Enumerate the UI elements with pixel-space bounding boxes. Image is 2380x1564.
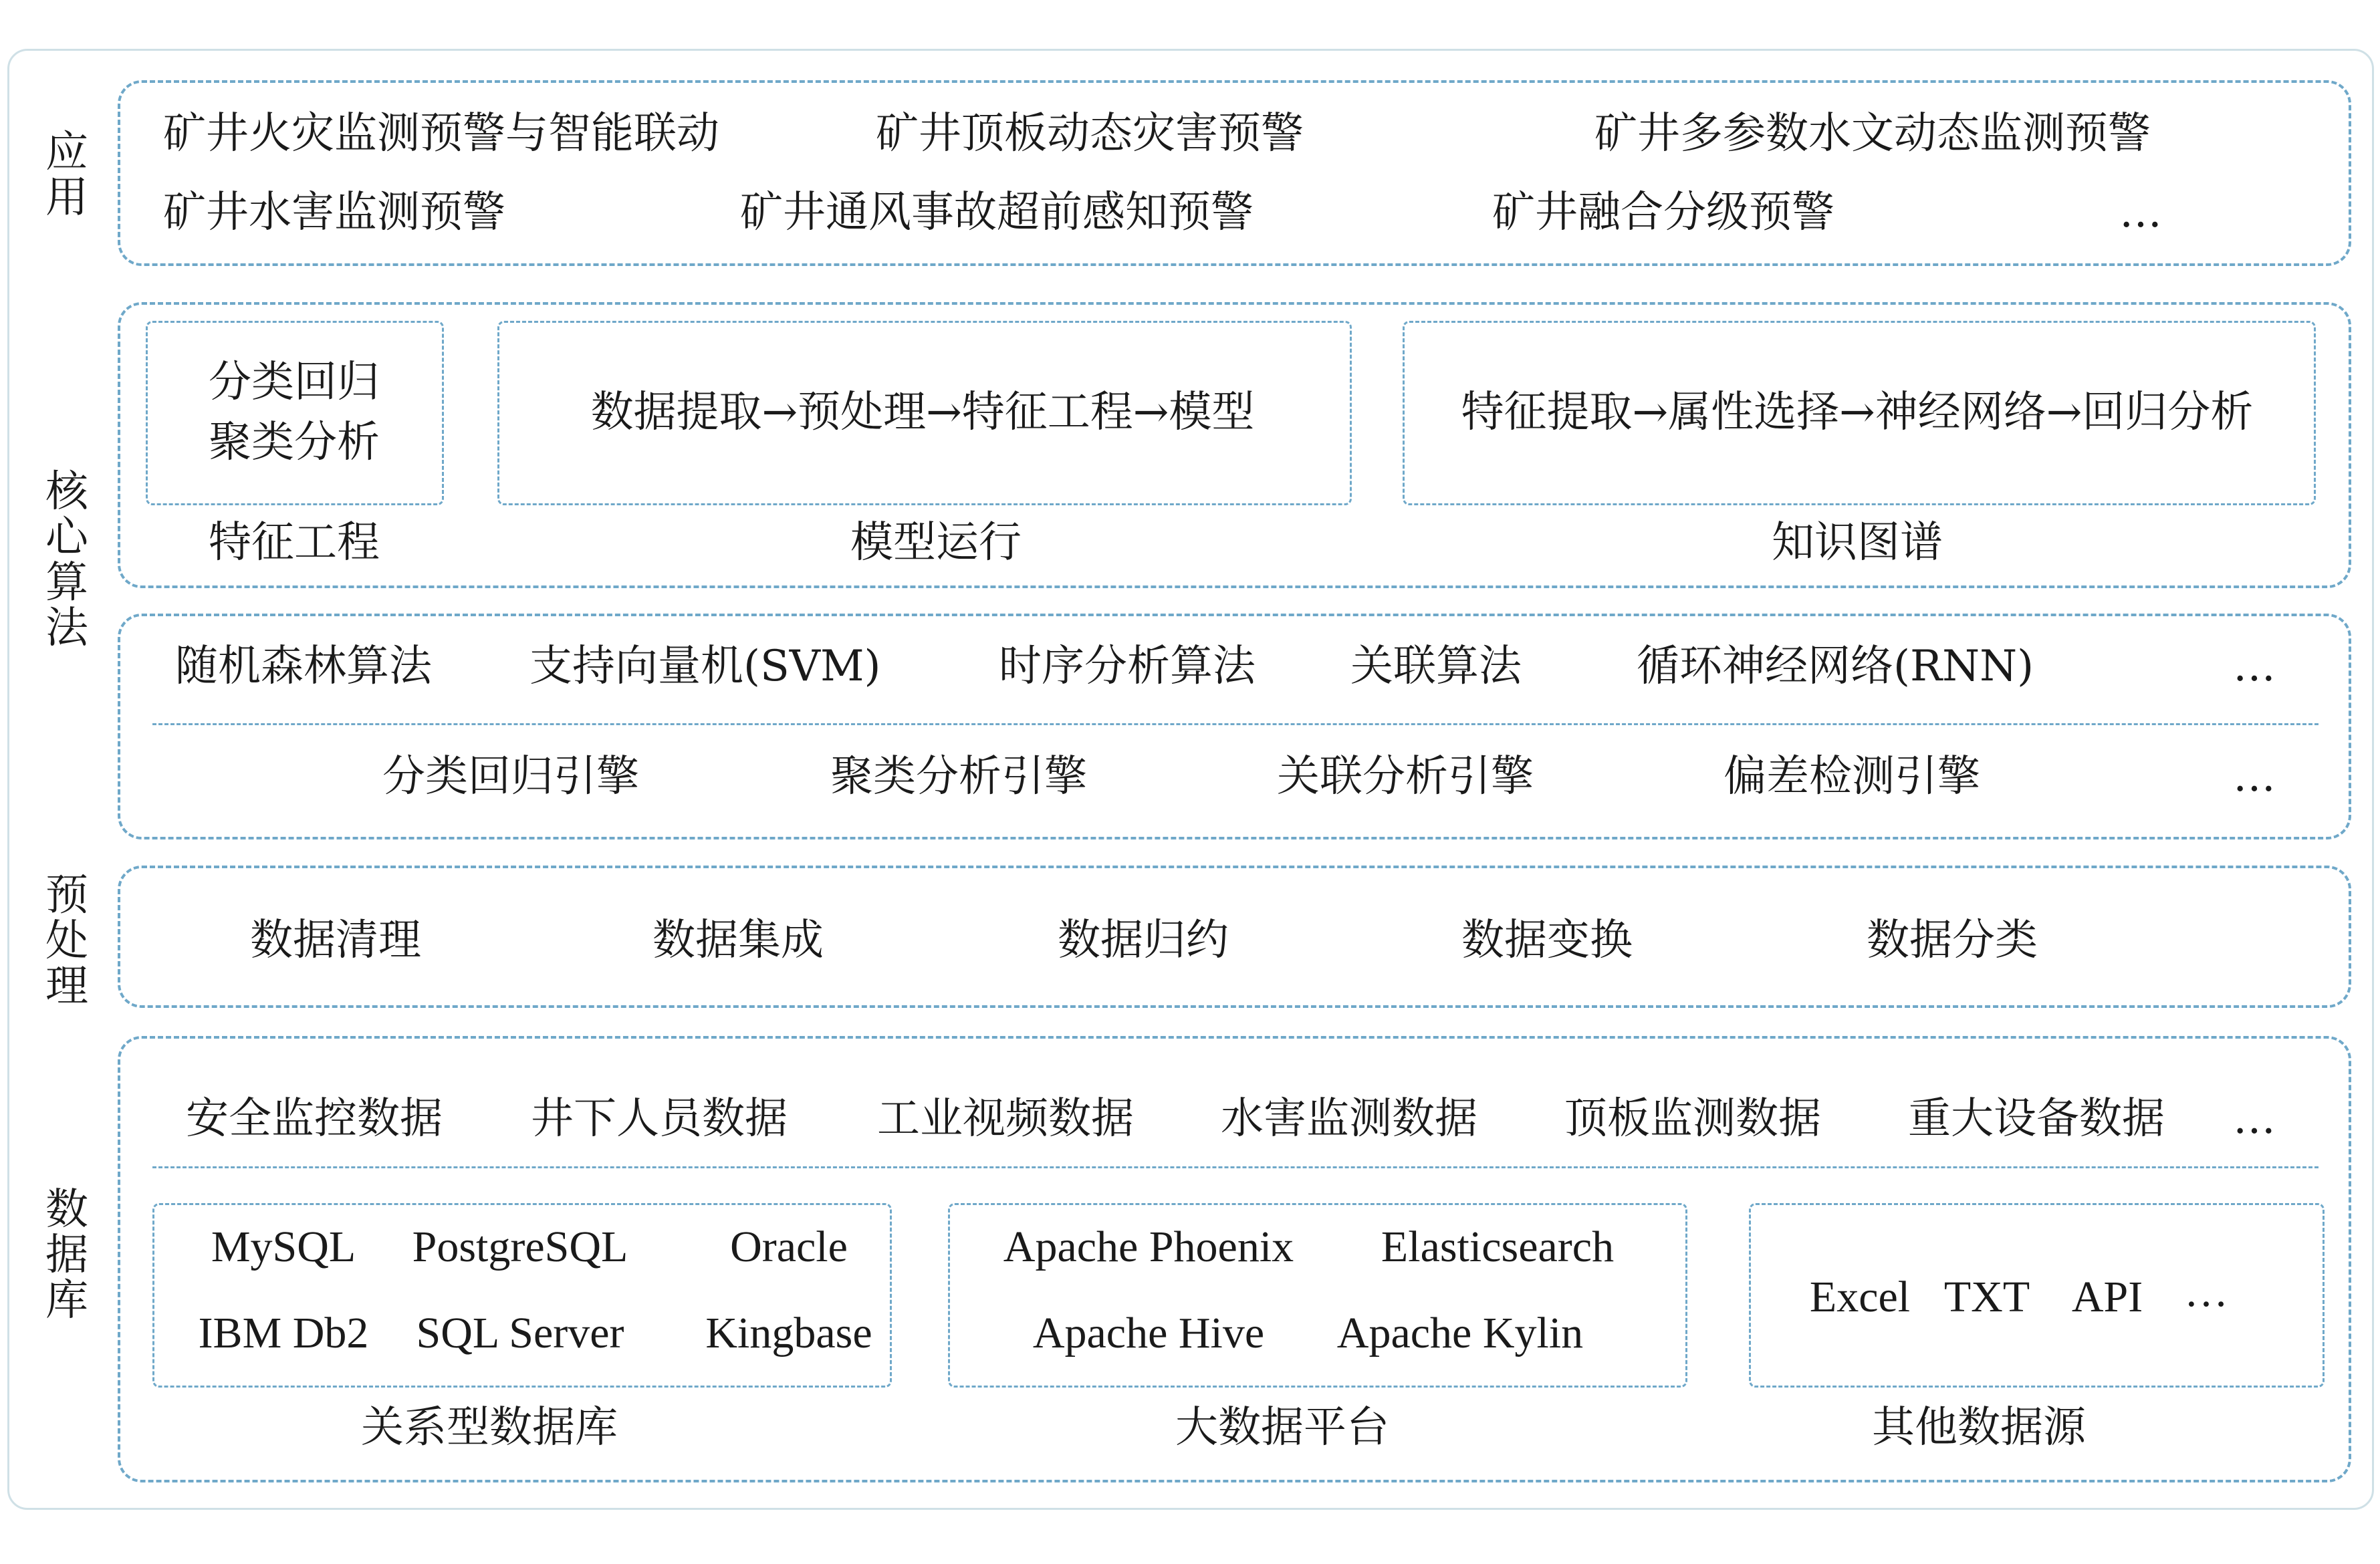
- data-type-more-ellipsis: …: [2233, 1094, 2276, 1144]
- data-type-item: 安全监控数据: [186, 1094, 443, 1144]
- algorithm-item: 支持向量机(SVM): [529, 642, 881, 691]
- data-type-item: 工业视频数据: [877, 1094, 1134, 1144]
- relational-db-item: Oracle: [730, 1222, 848, 1271]
- app-item: 矿井火灾监测预警与智能联动: [163, 109, 719, 158]
- application-section: [118, 80, 2351, 266]
- engine-item: 关联分析引擎: [1277, 752, 1534, 801]
- bigdata-platform-item: Apache Hive: [1032, 1309, 1265, 1357]
- relational-db-item: Kingbase: [705, 1309, 872, 1357]
- layer-label-application: 应用: [45, 128, 88, 223]
- bigdata-platform-item: Elasticsearch: [1381, 1222, 1615, 1271]
- preprocessing-item: 数据集成: [652, 916, 824, 965]
- knowledge-graph-label: 知识图谱: [1772, 518, 1943, 567]
- algorithm-more-ellipsis: …: [2233, 642, 2276, 691]
- preprocessing-item: 数据清理: [250, 916, 421, 965]
- relational-db-label: 关系型数据库: [361, 1403, 618, 1452]
- knowledge-graph-flow: 特征提取→属性选择→神经网络→回归分析: [1461, 388, 2254, 437]
- preprocessing-item: 数据分类: [1867, 916, 2038, 965]
- data-type-item: 井下人员数据: [531, 1094, 788, 1144]
- engine-item: 偏差检测引擎: [1723, 752, 1980, 801]
- preprocessing-item: 数据变换: [1461, 916, 1633, 965]
- relational-db-item: SQL Server: [416, 1309, 624, 1357]
- algorithm-item: 循环神经网络(RNN): [1637, 642, 2034, 691]
- data-type-item: 水害监测数据: [1221, 1094, 1477, 1144]
- data-type-item: 重大设备数据: [1908, 1094, 2165, 1144]
- layer-label-core-algorithm: 核心算法: [45, 467, 88, 653]
- other-source-item: API: [2071, 1273, 2143, 1321]
- engine-item: 聚类分析引擎: [830, 752, 1087, 801]
- model-running-label: 模型运行: [850, 518, 1022, 567]
- relational-db-item: MySQL: [211, 1222, 356, 1271]
- other-sources-label: 其他数据源: [1872, 1403, 2086, 1452]
- app-item: 矿井多参数水文动态监测预警: [1594, 109, 2151, 158]
- app-item: 矿井通风事故超前感知预警: [740, 188, 1254, 237]
- feature-engineering-label: 特征工程: [209, 518, 380, 567]
- algorithm-item: 关联算法: [1350, 642, 1522, 691]
- app-item: 矿井水害监测预警: [163, 188, 505, 237]
- other-source-item: Excel: [1809, 1273, 1911, 1321]
- data-type-item: 顶板监测数据: [1564, 1094, 1821, 1144]
- feature-engineering-line: 聚类分析: [209, 418, 380, 467]
- algorithm-item: 随机森林算法: [175, 642, 432, 691]
- relational-db-item: IBM Db2: [198, 1309, 369, 1357]
- engine-more-ellipsis: …: [2233, 752, 2276, 801]
- layer-label-database: 数据库: [45, 1185, 88, 1325]
- bigdata-platform-label: 大数据平台: [1175, 1403, 1389, 1452]
- app-item: 矿井顶板动态灾害预警: [876, 109, 1304, 158]
- other-source-more-ellipsis: …: [2184, 1267, 2228, 1316]
- bigdata-platform-item: Apache Phoenix: [1003, 1222, 1294, 1271]
- model-running-flow: 数据提取→预处理→特征工程→模型: [590, 388, 1255, 437]
- preprocessing-item: 数据归约: [1058, 916, 1229, 965]
- engine-item: 分类回归引擎: [382, 752, 639, 801]
- algorithm-item: 时序分析算法: [999, 642, 1256, 691]
- bigdata-platform-item: Apache Kylin: [1336, 1309, 1584, 1357]
- algorithm-divider: [152, 723, 2318, 725]
- app-item: 矿井融合分级预警: [1492, 188, 1834, 237]
- feature-engineering-box: [146, 321, 444, 505]
- app-more-ellipsis: …: [2119, 188, 2162, 237]
- database-divider: [152, 1166, 2318, 1168]
- relational-db-item: PostgreSQL: [412, 1222, 628, 1271]
- layer-label-preprocessing: 预处理: [45, 871, 88, 1011]
- feature-engineering-line: 分类回归: [209, 358, 380, 407]
- other-source-item: TXT: [1943, 1273, 2030, 1321]
